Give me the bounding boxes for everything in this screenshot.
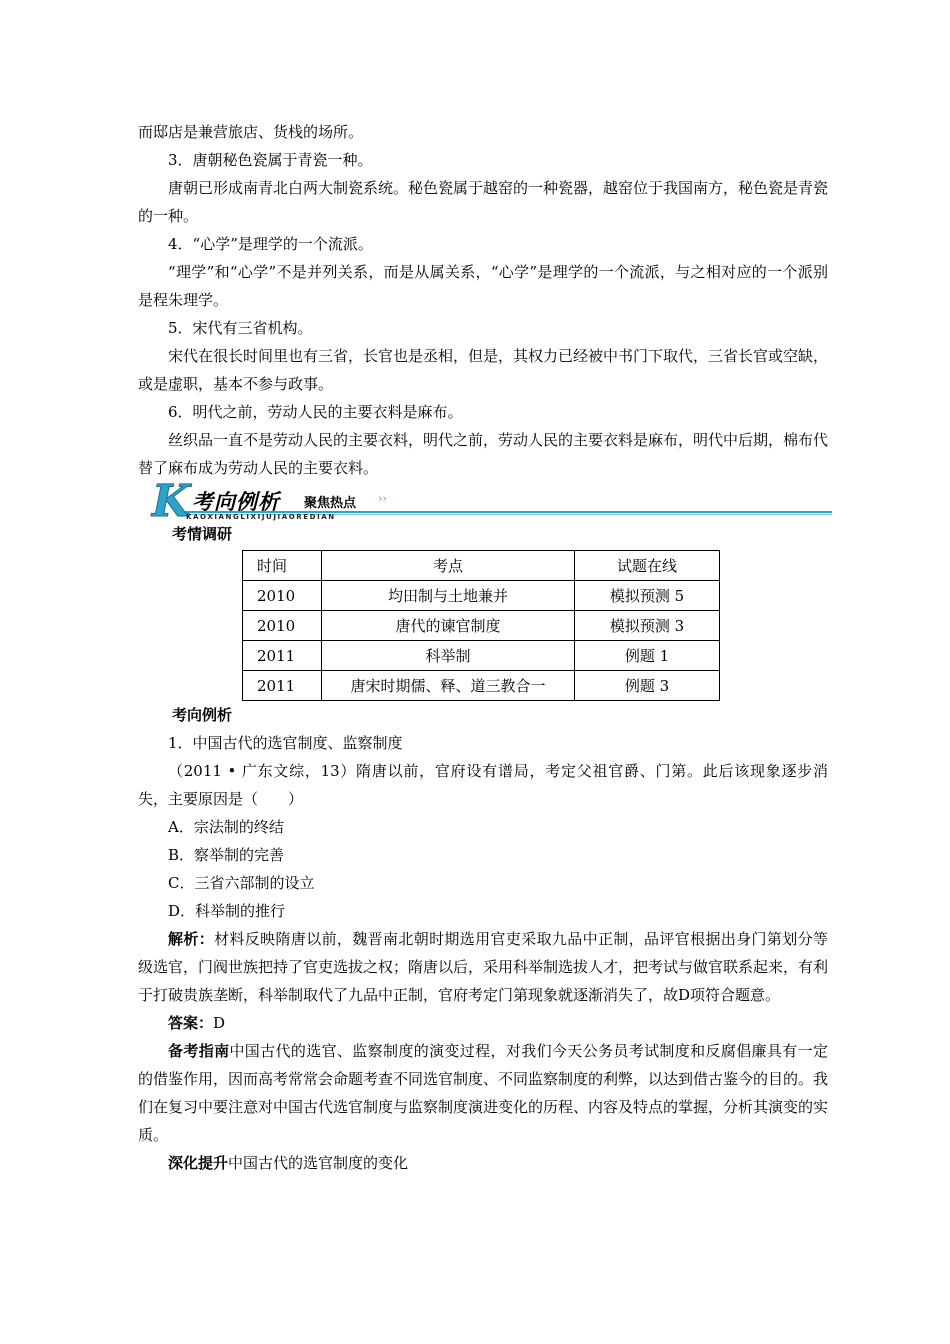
answer-label: 答案：	[168, 1014, 214, 1032]
item-6-body: 丝织品一直不是劳动人民的主要衣料，明代之前，劳动人民的主要衣料是麻布，明代中后期，棉布代替了麻布成为劳动人民的主要衣料。	[138, 431, 829, 477]
table-header-cell: 考点	[322, 551, 575, 581]
table-header-cell: 时间	[243, 551, 322, 581]
paragraph-continuation: 而邸店是兼营旅店、货栈的场所。	[138, 123, 364, 141]
exam-survey-table	[242, 550, 720, 701]
item-5-title: 5．宋代有三省机构。	[168, 319, 313, 337]
item-4-body: “理学”和“心学”不是并列关系，而是从属关系，“心学”是理学的一个流派，与之相对应的一个派别是程朱理学。	[138, 263, 828, 309]
explanation-text: 材料反映隋唐以前，魏晋南北朝时期选用官吏采取九品中正制，品评官根据出身门第划分等级选官，门阀世族把持了官吏选拔之权；隋唐以后，采用科举制选拔人才，把考试与做官联系起来，有利于打破贵族垄断，科举制取代了九品中正制，官府考定门第现象就逐渐消失了，故D项符合题意。	[138, 930, 829, 1004]
option-b: B．察举制的完善	[168, 846, 285, 864]
table-row	[243, 641, 720, 671]
document-page	[138, 118, 828, 1177]
deepen-text: 中国古代的选官制度的变化	[228, 1154, 409, 1172]
table-cell: 例题 1	[575, 641, 720, 671]
table-row	[243, 611, 720, 641]
analysis-item-1-title: 1．中国古代的选官制度、监察制度	[168, 734, 403, 752]
chevron-right-icon: ››	[378, 492, 387, 505]
table-cell: 均田制与土地兼并	[322, 581, 575, 611]
guide-paragraph	[138, 1037, 828, 1149]
explanation-label: 解析：	[168, 930, 215, 948]
table-cell: 2011	[243, 641, 322, 671]
table-cell: 模拟预测 3	[575, 611, 720, 641]
banner-pinyin: KAOXIANGLIXIJUJIAOREDIAN	[186, 513, 336, 521]
answer-text: D	[213, 1014, 226, 1032]
guide-text: 中国古代的选官、监察制度的演变过程，对我们今天公务员考试制度和反腐倡廉具有一定的借鉴作用，因而高考常常会命题考查不同选官制度、不同监察制度的利弊，以达到借古鉴今的目的。我们在复习中要注意对中国古代选官制度与监察制度演进变化的历程、内容及特点的掌握，分析其演变的实质。	[138, 1042, 829, 1144]
guide-label: 备考指南	[168, 1042, 230, 1060]
table-cell: 模拟预测 5	[575, 581, 720, 611]
table-cell: 科举制	[322, 641, 575, 671]
table-cell: 例题 3	[575, 671, 720, 701]
table-header-row	[243, 551, 720, 581]
explanation-paragraph	[138, 925, 828, 1009]
item-3-body: 唐朝已形成南青北白两大制瓷系统。秘色瓷属于越窑的一种瓷器，越窑位于我国南方，秘色瓷是青瓷的一种。	[138, 179, 829, 225]
option-c: C．三省六部制的设立	[168, 874, 315, 892]
item-3-title: 3．唐朝秘色瓷属于青瓷一种。	[168, 151, 373, 169]
exam-survey-heading: 考情调研	[172, 525, 233, 543]
analysis-heading: 考向例析	[172, 706, 233, 724]
table-row	[243, 671, 720, 701]
table-header-cell: 试题在线	[575, 551, 720, 581]
deepen-paragraph	[138, 1149, 828, 1177]
banner-subtitle: 聚焦热点	[304, 496, 357, 511]
table-cell: 唐宋时期儒、释、道三教合一	[322, 671, 575, 701]
table-cell: 2011	[243, 671, 322, 701]
table-cell: 唐代的谏官制度	[322, 611, 575, 641]
item-6-title: 6．明代之前，劳动人民的主要衣料是麻布。	[168, 403, 463, 421]
answer-paragraph	[138, 1009, 828, 1037]
table-row	[243, 581, 720, 611]
banner-k-logo: K	[152, 476, 191, 527]
section-banner	[152, 476, 832, 528]
item-4-title: 4．“心学”是理学的一个流派。	[168, 235, 373, 253]
deepen-label: 深化提升	[168, 1154, 229, 1172]
question-stem: （2011 • 广东文综，13）隋唐以前，官府设有谱局，考定父祖官爵、门第。此后该现象逐步消失，主要原因是（ ）	[138, 762, 828, 808]
table-cell: 2010	[243, 611, 322, 641]
option-a: A．宗法制的终结	[168, 818, 284, 836]
item-5-body: 宋代在很长时间里也有三省，长官也是丞相，但是，其权力已经被中书门下取代，三省长官或空缺，或是虚职，基本不参与政事。	[138, 347, 829, 393]
table-cell: 2010	[243, 581, 322, 611]
option-d: D．科举制的推行	[168, 902, 286, 920]
banner-title: 考向例析	[192, 489, 280, 514]
